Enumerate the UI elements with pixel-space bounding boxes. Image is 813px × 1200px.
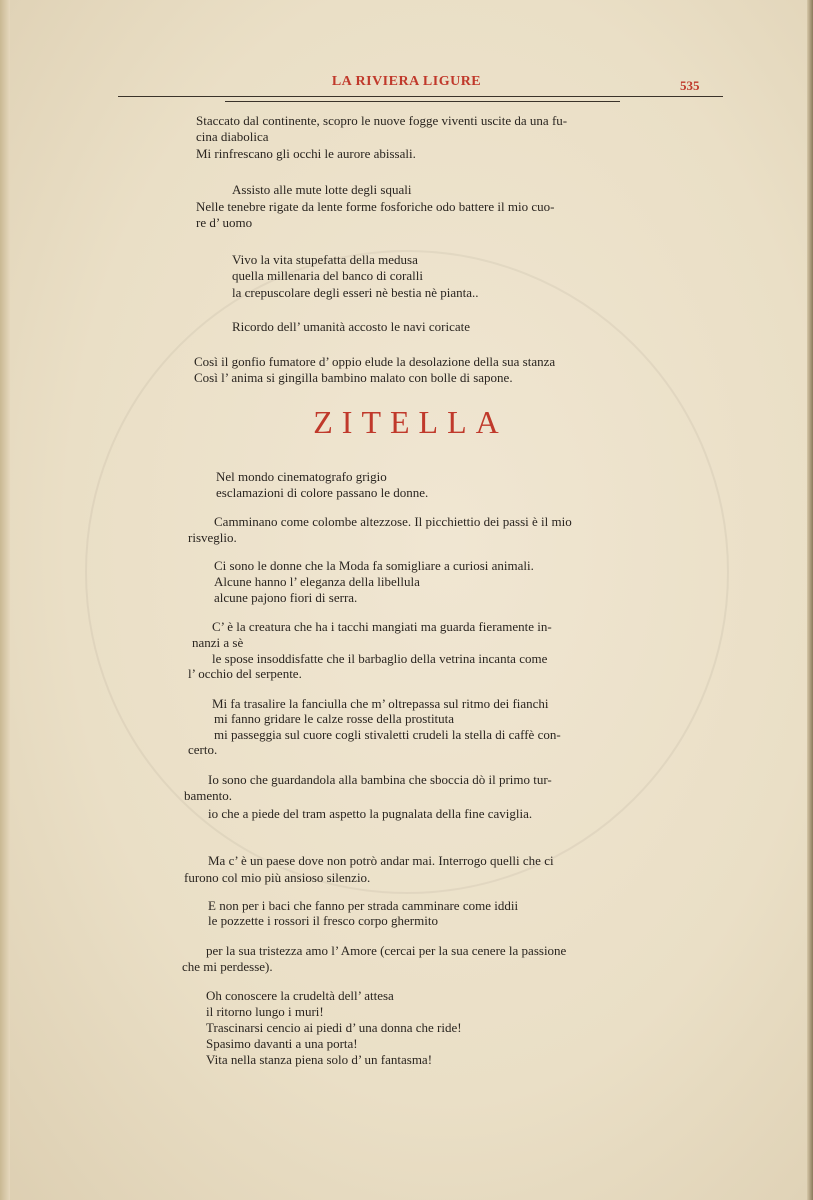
poem2-line: mi passeggia sul cuore cogli stivaletti crudeli la stella di caffè con- (214, 727, 561, 742)
page-number: 535 (680, 78, 700, 93)
poem2-line: il ritorno lungo i muri! (206, 1004, 324, 1019)
header-rule (118, 96, 723, 97)
poem2-line: Ci sono le donne che la Moda fa somigliare a curiosi animali. (214, 558, 534, 573)
poem1-line: la crepuscolare degli esseri nè bestia nè pianta.. (232, 285, 479, 300)
poem2-line: bamento. (184, 788, 233, 803)
poem2-line: risveglio. (188, 530, 237, 545)
poem1-line: Assisto alle mute lotte degli squali (232, 182, 412, 197)
page-right-edge (807, 0, 813, 1200)
poem2-line: E non per i baci che fanno per strada camminare come iddii (208, 898, 519, 913)
poem2-line: alcune pajono fiori di serra. (214, 590, 358, 605)
poem2-line: esclamazioni di colore passano le donne. (216, 485, 429, 500)
poem1-line: Mi rinfrescano gli occhi le aurore abissali. (196, 146, 416, 161)
poem2-line: per la sua tristezza amo l’ Amore (cercai per la sua cenere la passione (206, 943, 567, 958)
poem2-line: Io sono che guardandola alla bambina che sboccia dò il primo tur- (208, 772, 552, 787)
poem2-line: C’ è la creatura che ha i tacchi mangiati ma guarda fieramente in- (212, 619, 552, 634)
poem2-line: le spose insoddisfatte che il barbaglio della vetrina incanta come (212, 651, 548, 666)
poem1-line: re d’ uomo (196, 215, 253, 230)
running-head: LA RIVIERA LIGURE (331, 74, 482, 89)
header-rule-inner (225, 101, 620, 102)
poem2-line: Vita nella stanza piena solo d’ un fantasma! (206, 1052, 433, 1067)
poem-title: ZITELLA (313, 404, 508, 440)
poem2-line: io che a piede del tram aspetto la pugnalata della fine caviglia. (208, 806, 533, 821)
poem1-line: Staccato dal continente, scopro le nuove fogge viventi uscite da una fu- (196, 113, 568, 128)
poem2-line: Mi fa trasalire la fanciulla che m’ oltrepassa sul ritmo dei fianchi (212, 696, 549, 711)
poem1-line: cina diabolica (196, 129, 269, 144)
poem2-line: l’ occhio del serpente. (188, 666, 302, 681)
poem1-line: quella millenaria del banco di coralli (232, 268, 423, 283)
poem2-line: furono col mio più ansioso silenzio. (184, 870, 371, 885)
poem2-line: certo. (188, 742, 218, 757)
poem2-line: Spasimo davanti a una porta! (206, 1036, 358, 1051)
poem1-line: Così l’ anima si gingilla bambino malato con bolle di sapone. (194, 370, 513, 385)
page-left-edge (0, 0, 10, 1200)
poem2-line: Trascinarsi cencio ai piedi d’ una donna che ride! (206, 1020, 462, 1035)
poem2-line: mi fanno gridare le calze rosse della prostituta (214, 711, 455, 726)
poem1-line: Così il gonfio fumatore d’ oppio elude la desolazione della sua stanza (194, 354, 556, 369)
poem1-line: Vivo la vita stupefatta della medusa (232, 252, 418, 267)
poem1-line: Ricordo dell’ umanità accosto le navi coricate (232, 319, 470, 334)
poem2-line: Nel mondo cinematografo grigio (216, 469, 387, 484)
poem2-line: Oh conoscere la crudeltà dell’ attesa (206, 988, 394, 1003)
poem2-line: Alcune hanno l’ eleganza della libellula (214, 574, 420, 589)
poem2-line: Camminano come colombe altezzose. Il picchiettio dei passi è il mio (214, 514, 572, 529)
poem2-line: che mi perdesse). (182, 959, 273, 974)
poem2-line: le pozzette i rossori il fresco corpo ghermito (208, 913, 438, 928)
poem2-line: Ma c’ è un paese dove non potrò andar mai. Interrogo quelli che ci (208, 853, 554, 868)
poem1-line: Nelle tenebre rigate da lente forme fosforiche odo battere il mio cuo- (196, 199, 555, 214)
poem2-line: nanzi a sè (192, 635, 244, 650)
